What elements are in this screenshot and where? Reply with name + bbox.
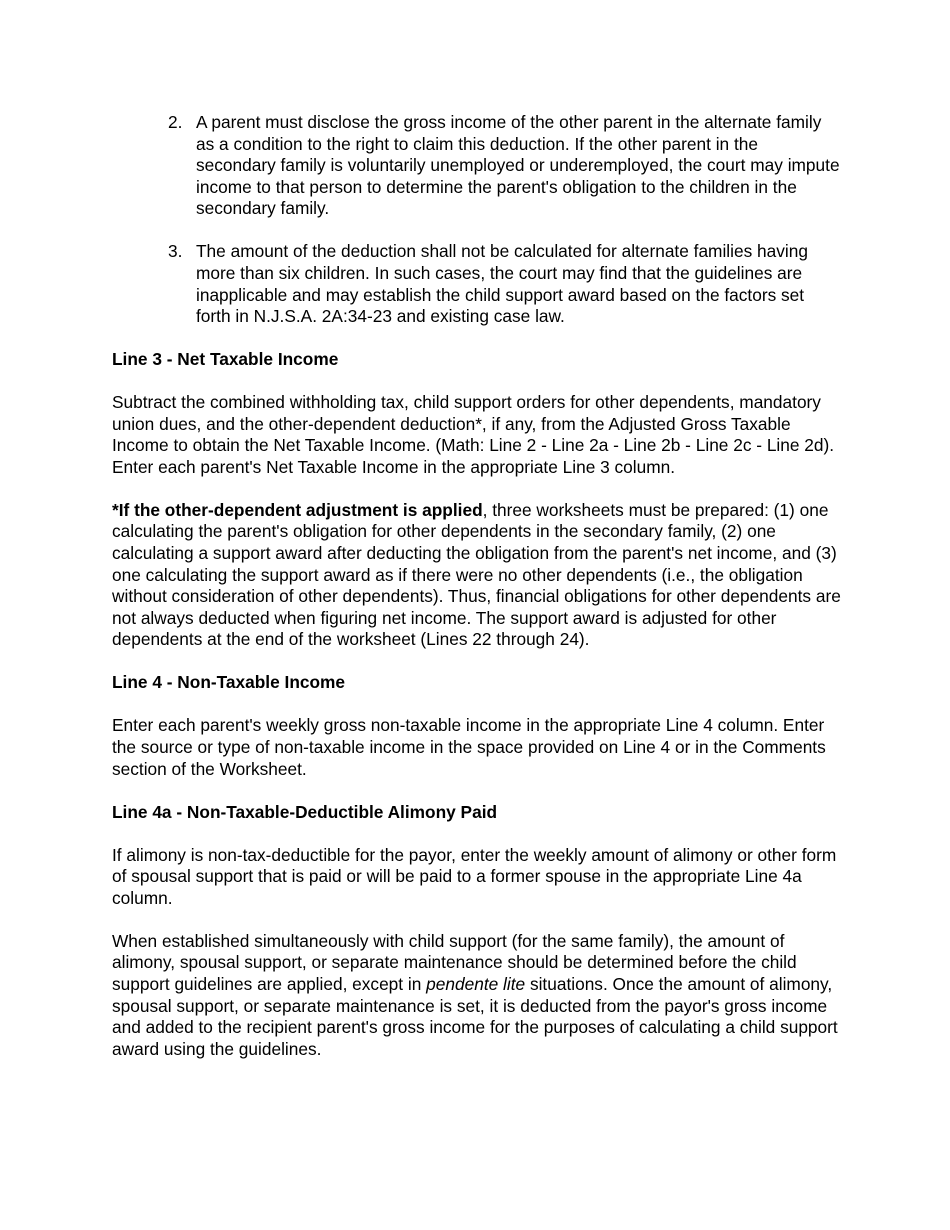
pendente-lite-term: pendente lite: [426, 973, 526, 994]
list-text: The amount of the deduction shall not be calculated for alternate families having more than six children. In such cases, the court may find that the guidelines are inapplicable and may establish the child support award based on the factors set forth in N.J.S.A. 2A:34-23 and existing case law.: [196, 241, 808, 327]
list-item-2: [112, 112, 842, 220]
list-text: A parent must disclose the gross income of the other parent in the alternate family as a condition to the right to claim this deduction. If the other parent in the secondary family is voluntarily unemployed or underemployed, the court may impute income to that person to determine the parent's obligation to the children in the secondary family.: [196, 112, 840, 219]
line3-note: [112, 500, 842, 651]
list-number: 3.: [168, 241, 183, 262]
line4a-paragraph-2-end: situations. Once the amount of alimony, spousal support, or separate maintenance is set, it is deducted from the payor's gross income and added to the recipient parent's gross income for the purposes of calculating a child support award using the guidelines.: [112, 973, 838, 1059]
line4a-paragraph-1: If alimony is non-tax-deductible for the payor, enter the weekly amount of alimony or other form of spousal support that is paid or will be paid to a former spouse in the appropriate Line 4a column.: [112, 844, 837, 908]
line4-heading: Line 4 - Non-Taxable Income: [112, 672, 346, 693]
line4a-paragraph-2-start: When established simultaneously with child support (for the same family), the amount of alimony, spousal support, or separate maintenance should be determined before the child support guidelines are applied, except in: [112, 930, 797, 994]
line4a-heading: Line 4a - Non-Taxable-Deductible Alimony Paid: [112, 801, 498, 822]
document-page: [112, 112, 842, 1082]
line4a-paragraph-2: [112, 931, 842, 1061]
list-number: 2.: [168, 112, 183, 132]
line3-note-text: , three worksheets must be prepared: (1) one calculating the parent's obligation for other dependents in the secondary family, (2) one calculating a support award after deducting the obligation from the parent's net income, and (3) one calculating the support award as if there were no other dependents (i.e., the obligation without consideration of other dependents). Thus, financial obligations for other dependents are not always deducted when figuring net income. The support award is adjusted for other dependents at the end of the worksheet (Lines 22 through 24).: [112, 499, 841, 650]
line3-note-bold: *If the other-dependent adjustment is applied: [112, 499, 483, 520]
line3-heading: Line 3 - Net Taxable Income: [112, 349, 339, 370]
line3-paragraph: Subtract the combined withholding tax, child support orders for other dependents, mandatory union dues, and the other-dependent deduction*, if any, from the Adjusted Gross Taxable Income to obtain the Net Taxable Income. (Math: Line 2 - Line 2a - Line 2b - Line 2c - Line 2d). Enter each parent's Net Taxable Income in the appropriate Line 3 column.: [112, 392, 835, 477]
line4-paragraph: Enter each parent's weekly gross non-taxable income in the appropriate Line 4 column. Enter the source or type of non-taxable income in the space provided on Line 4 or in the Comments section of the Worksheet.: [112, 715, 826, 779]
list-item-3: [112, 241, 842, 327]
